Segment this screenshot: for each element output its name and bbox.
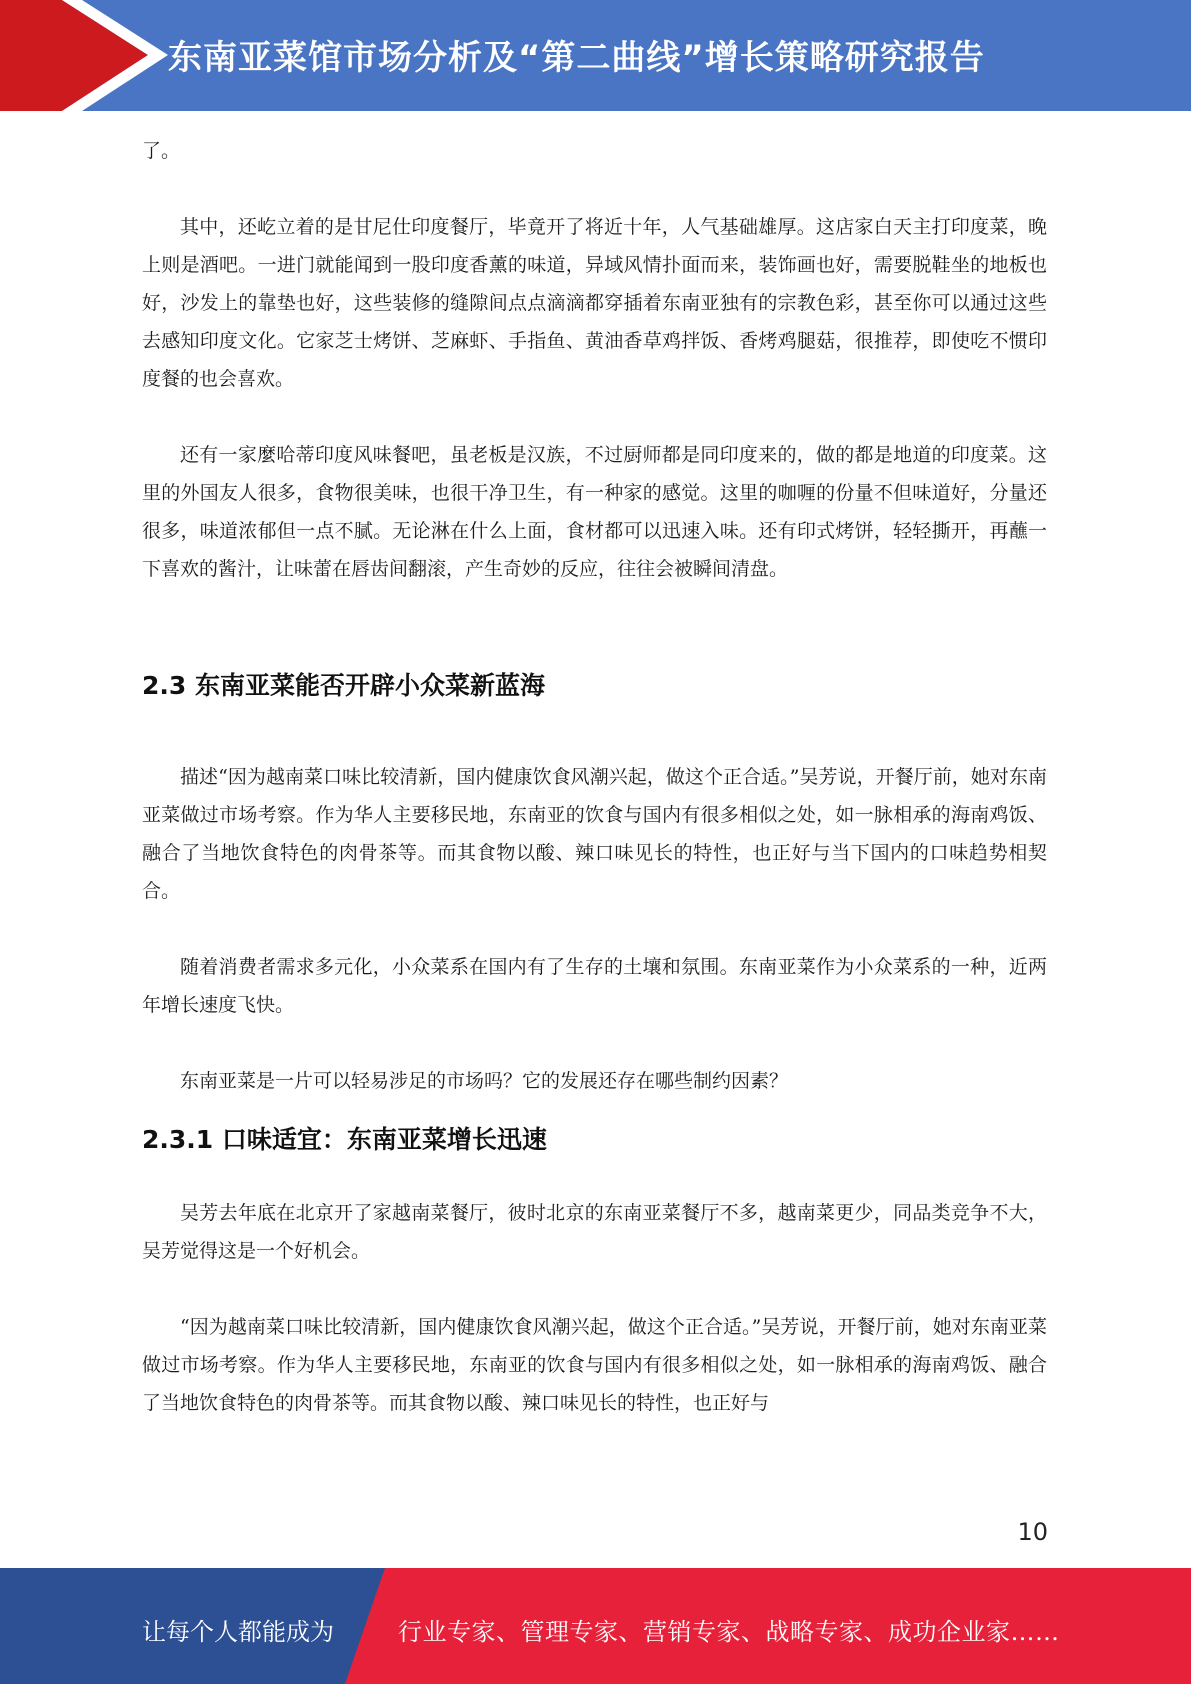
- page-footer: [0, 1568, 1191, 1684]
- page-number: 10: [1017, 1518, 1048, 1546]
- paragraph: 随着消费者需求多元化，小众菜系在国内有了生存的土壤和氛围。东南亚菜作为小众菜系的一种，近两年增长速度飞快。: [142, 956, 1047, 1016]
- paragraph: 东南亚菜是一片可以轻易涉足的市场吗？它的发展还存在哪些制约因素？: [180, 1070, 789, 1092]
- section-heading: 2.3 东南亚菜能否开辟小众菜新蓝海: [142, 671, 545, 700]
- paragraph: 了。: [142, 140, 181, 162]
- report-title: 东南亚菜馆市场分析及“第二曲线”增长策略研究报告: [168, 38, 985, 78]
- paragraph: 吴芳去年底在北京开了家越南菜餐厅，彼时北京的东南亚菜餐厅不多，越南菜更少，同品类竞争不大，吴芳觉得这是一个好机会。: [142, 1202, 1047, 1262]
- document-body: [142, 132, 1047, 1422]
- subsection-heading: 2.3.1 口味适宜：东南亚菜增长迅速: [142, 1125, 547, 1154]
- paragraph: “因为越南菜口味比较清新，国内健康饮食风潮兴起，做这个正合适。”吴芳说，开餐厅前，她对东南亚菜做过市场考察。作为华人主要移民地，东南亚的饮食与国内有很多相似之处，如一脉相承的海南鸡饭、融合了当地饮食特色的肉骨茶等。而其食物以酸、辣口味见长的特性，也正好与: [142, 1316, 1047, 1414]
- paragraph: 其中，还屹立着的是甘尼仕印度餐厅，毕竟开了将近十年，人气基础雄厚。这店家白天主打印度菜，晚上则是酒吧。一进门就能闻到一股印度香薰的味道，异域风情扑面而来，装饰画也好，需要脱鞋坐的地板也好，沙发上的靠垫也好，这些装修的缝隙间点点滴滴都穿插着东南亚独有的宗教色彩，甚至你可以通过这些去感知印度文化。它家芝士烤饼、芝麻虾、手指鱼、黄油香草鸡拌饭、香烤鸡腿菇，很推荐，即使吃不惯印度餐的也会喜欢。: [142, 216, 1047, 390]
- page-header: [0, 0, 1191, 111]
- footer-slogan-left: 让每个人都能成为: [142, 1618, 334, 1646]
- footer-slogan-right: 行业专家、管理专家、营销专家、战略专家、成功企业家……: [398, 1618, 1060, 1646]
- paragraph: 还有一家麼哈蒂印度风味餐吧，虽老板是汉族，不过厨师都是同印度来的，做的都是地道的印度菜。这里的外国友人很多，食物很美味，也很干净卫生，有一种家的感觉。这里的咖喱的份量不但味道好，分量还很多，味道浓郁但一点不腻。无论淋在什么上面，食材都可以迅速入味。还有印式烤饼，轻轻撕开，再蘸一下喜欢的酱汁，让味蕾在唇齿间翻滚，产生奇妙的反应，往往会被瞬间清盘。: [142, 444, 1047, 580]
- paragraph: 描述“因为越南菜口味比较清新，国内健康饮食风潮兴起，做这个正合适。”吴芳说，开餐厅前，她对东南亚菜做过市场考察。作为华人主要移民地，东南亚的饮食与国内有很多相似之处，如一脉相承的海南鸡饭、融合了当地饮食特色的肉骨茶等。而其食物以酸、辣口味见长的特性，也正好与当下国内的口味趋势相契合。: [142, 766, 1047, 902]
